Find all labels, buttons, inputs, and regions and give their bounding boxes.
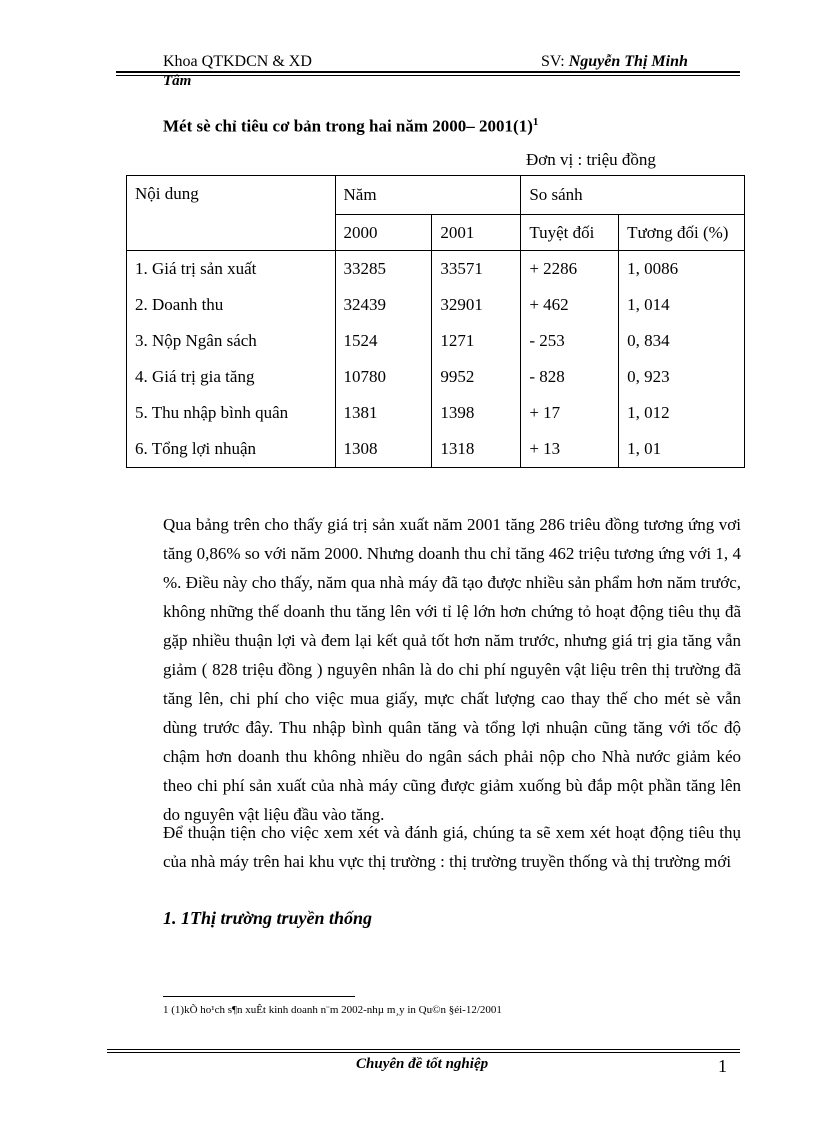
cell-2000: 32439 <box>335 287 432 323</box>
cell-absolute: + 462 <box>521 287 619 323</box>
cell-2001: 9952 <box>432 359 521 395</box>
cell-2000: 1524 <box>335 323 432 359</box>
header-rule-thin <box>116 75 740 76</box>
cell-relative: 1, 01 <box>619 431 745 468</box>
cell-content: 1. Giá trị sản xuất <box>127 251 336 288</box>
table-title <box>163 116 538 137</box>
header-student-name: Nguyễn Thị Minh <box>568 53 688 70</box>
unit-label: Đơn vị : triệu đồng <box>526 150 656 169</box>
cell-content: 6. Tổng lợi nhuận <box>127 431 336 468</box>
table-title-text: Mét sè chỉ tiêu cơ bản trong hai năm 2000– 2001(1) <box>163 116 533 136</box>
table-title-footnote-mark: 1 <box>532 116 539 128</box>
table-row <box>127 395 745 431</box>
cell-2000: 1308 <box>335 431 432 468</box>
header-year: Năm <box>335 176 521 215</box>
page-number: 1 <box>718 1056 727 1076</box>
paragraph-intro: Để thuận tiện cho việc xem xét và đánh giá, chúng ta sẽ xem xét hoạt động tiêu thụ của nhà máy trên hai khu vực thị trường : thị trường truyền thống và thị trường mới <box>163 823 741 871</box>
cell-2001: 1318 <box>432 431 521 468</box>
footnote: 1 (1)kÕ ho¹ch s¶n xuÊt kinh doanh n¨m 2002-nhµ m¸y in Qu©n §éi-12/2001 <box>163 1004 502 1016</box>
cell-content: 4. Giá trị gia tăng <box>127 359 336 395</box>
cell-content: 5. Thu nhập bình quân <box>127 395 336 431</box>
header-compare: So sánh <box>521 176 745 215</box>
cell-relative: 0, 834 <box>619 323 745 359</box>
cell-2001: 1398 <box>432 395 521 431</box>
header-content: Nội dung <box>127 176 336 251</box>
cell-absolute: + 17 <box>521 395 619 431</box>
cell-content: 3. Nộp Ngân sách <box>127 323 336 359</box>
cell-relative: 1, 014 <box>619 287 745 323</box>
indicator-table <box>126 175 745 468</box>
cell-2000: 10780 <box>335 359 432 395</box>
cell-2000: 33285 <box>335 251 432 288</box>
header-student <box>541 53 688 71</box>
cell-2001: 33571 <box>432 251 521 288</box>
footer-label: Chuyên đề tốt nghiệp <box>356 1056 489 1072</box>
cell-absolute: + 2286 <box>521 251 619 288</box>
cell-relative: 1, 012 <box>619 395 745 431</box>
header-department: Khoa QTKDCN & XD <box>163 53 312 70</box>
cell-absolute: - 253 <box>521 323 619 359</box>
table-row <box>127 359 745 395</box>
footnote-rule <box>163 996 355 997</box>
header-rule <box>116 71 740 73</box>
paragraph-analysis: Qua bảng trên cho thấy giá trị sản xuất năm 2001 tăng 286 triêu đồng tương ứng vơi tăng 0,86% so với năm 2000. Nhưng doanh thu chỉ tăng 462 triệu tương ứng với 1, 4 %. Điều này cho thấy, năm qua nhà máy đã tạo được nhiều sản phẩm hơn năm trước, không những thế doanh thu tăng lên với tỉ lệ lớn hơn chứng tỏ hoạt động tiêu thụ đã gặp nhiều thuận lợi và đem lại kết quả tốt hơn năm trước, nhưng giá trị gia tăng vẫn giảm ( 828 triệu đồng ) nguyên nhân là do chi phí nguyên vật liệu trên thị trường đã tăng lên, chi phí cho việc mua giấy, mực chất lượng cao thay thế cho mét sè vẫn dùng trước đây. Thu nhập bình quân tăng và tổng lợi nhuận cũng tăng với tốc độ chậm hơn doanh thu không nhiều do ngân sách phải nộp cho Nhà nước giảm kéo theo chi phí sản xuất của nhà máy cũng được giảm xuống bù đắp một phần tăng lên do nguyên vật liệu đầu vào tăng. <box>163 515 741 824</box>
cell-relative: 0, 923 <box>619 359 745 395</box>
table-row <box>127 431 745 468</box>
header-2001: 2001 <box>432 215 521 251</box>
cell-absolute: - 828 <box>521 359 619 395</box>
cell-2001: 1271 <box>432 323 521 359</box>
table-row <box>127 251 745 288</box>
table-row <box>127 287 745 323</box>
header-2000: 2000 <box>335 215 432 251</box>
cell-absolute: + 13 <box>521 431 619 468</box>
table-row <box>127 323 745 359</box>
footer-rule-double <box>107 1052 740 1053</box>
cell-relative: 1, 0086 <box>619 251 745 288</box>
cell-2001: 32901 <box>432 287 521 323</box>
header-student-name-cont: Tâm <box>163 73 192 89</box>
header-absolute: Tuyệt đối <box>521 215 619 251</box>
footer-rule <box>107 1049 740 1050</box>
header-student-prefix: SV: <box>541 53 569 70</box>
cell-content: 2. Doanh thu <box>127 287 336 323</box>
cell-2000: 1381 <box>335 395 432 431</box>
header-relative: Tương đối (%) <box>619 215 745 251</box>
section-heading: 1. 1Thị trường truyền thống <box>163 908 372 928</box>
